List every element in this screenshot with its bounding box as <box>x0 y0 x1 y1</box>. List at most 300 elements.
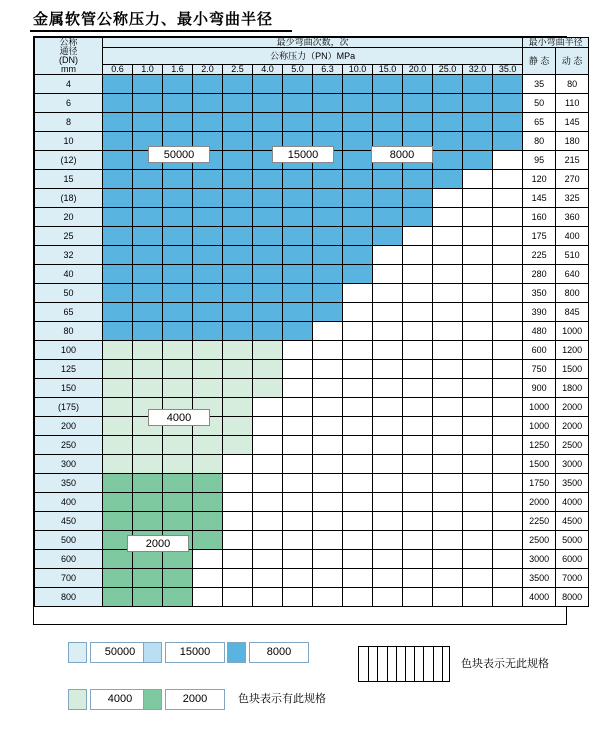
table-row <box>35 550 589 569</box>
grid-cell <box>133 550 163 569</box>
grid-cell <box>343 322 373 341</box>
grid-cell <box>403 588 433 607</box>
grid-cell <box>253 189 283 208</box>
grid-cell <box>433 227 463 246</box>
dynamic-radius-value: 510 <box>556 246 589 265</box>
legend-swatch <box>227 642 246 663</box>
grid-cell <box>133 379 163 398</box>
grid-cell <box>103 512 133 531</box>
grid-cell <box>493 341 523 360</box>
grid-cell <box>253 531 283 550</box>
grid-cell <box>193 379 223 398</box>
grid-cell <box>193 474 223 493</box>
grid-cell <box>193 208 223 227</box>
grid-cell <box>193 550 223 569</box>
grid-cell <box>103 550 133 569</box>
grid-cell <box>253 303 283 322</box>
table-row <box>35 75 589 94</box>
grid-cell <box>163 436 193 455</box>
table-row <box>35 341 589 360</box>
grid-cell <box>313 474 343 493</box>
grid-cell <box>433 436 463 455</box>
grid-cell <box>283 550 313 569</box>
grid-cell <box>493 474 523 493</box>
grid-cell <box>373 417 403 436</box>
grid-cell <box>133 474 163 493</box>
grid-cell <box>313 436 343 455</box>
dynamic-radius-value: 3000 <box>556 455 589 474</box>
grid-cell <box>223 455 253 474</box>
grid-cell <box>193 75 223 94</box>
grid-cell <box>373 588 403 607</box>
grid-cell <box>283 265 313 284</box>
grid-cell <box>343 569 373 588</box>
grid-cell <box>163 265 193 284</box>
grid-cell <box>163 455 193 474</box>
grid-cell <box>433 94 463 113</box>
grid-cell <box>313 379 343 398</box>
grid-cell <box>493 360 523 379</box>
static-radius-value: 4000 <box>523 588 556 607</box>
grid-cell <box>433 588 463 607</box>
table-row <box>35 227 589 246</box>
grid-cell <box>343 208 373 227</box>
grid-cell <box>463 246 493 265</box>
grid-cell <box>283 360 313 379</box>
grid-cell <box>193 227 223 246</box>
grid-cell <box>103 94 133 113</box>
dynamic-radius-value: 360 <box>556 208 589 227</box>
grid-cell <box>283 227 313 246</box>
legend-note-hatch: 色块表示无此规格 <box>461 658 549 670</box>
grid-cell <box>103 189 133 208</box>
table-row <box>35 569 589 588</box>
grid-cell <box>133 246 163 265</box>
grid-cell <box>223 474 253 493</box>
grid-cell <box>493 132 523 151</box>
grid-cell <box>283 455 313 474</box>
grid-cell <box>463 303 493 322</box>
grid-cell <box>493 303 523 322</box>
grid-cell <box>403 170 433 189</box>
grid-cell <box>253 512 283 531</box>
dynamic-radius-value: 1000 <box>556 322 589 341</box>
grid-cell <box>463 341 493 360</box>
static-radius-value: 350 <box>523 284 556 303</box>
grid-cell <box>313 550 343 569</box>
grid-cell <box>223 379 253 398</box>
grid-cell <box>283 588 313 607</box>
hatch-line <box>405 647 406 681</box>
grid-cell <box>163 208 193 227</box>
dn-value: 6 <box>35 94 103 113</box>
grid-cell <box>373 94 403 113</box>
grid-cell <box>313 322 343 341</box>
grid-cell <box>313 75 343 94</box>
grid-cell <box>403 398 433 417</box>
table-row <box>35 170 589 189</box>
grid-cell <box>433 512 463 531</box>
grid-cell <box>103 569 133 588</box>
grid-cell <box>493 436 523 455</box>
static-radius-value: 65 <box>523 113 556 132</box>
grid-cell <box>133 75 163 94</box>
grid-cell <box>163 75 193 94</box>
grid-cell <box>343 94 373 113</box>
grid-cell <box>343 550 373 569</box>
grid-cell <box>133 189 163 208</box>
dynamic-radius-value: 7000 <box>556 569 589 588</box>
grid-cell <box>223 94 253 113</box>
grid-cell <box>343 189 373 208</box>
grid-cell <box>103 341 133 360</box>
dynamic-radius-value: 4000 <box>556 493 589 512</box>
pressure-col-header: 15.0 <box>373 65 403 75</box>
grid-cell <box>193 246 223 265</box>
bend-count-header: 最少弯曲次数，次 <box>103 38 523 48</box>
grid-cell <box>433 341 463 360</box>
grid-cell <box>373 322 403 341</box>
dn-value: 150 <box>35 379 103 398</box>
grid-cell <box>283 322 313 341</box>
grid-cell <box>253 550 283 569</box>
grid-cell <box>133 493 163 512</box>
grid-cell <box>253 455 283 474</box>
grid-cell <box>493 550 523 569</box>
grid-cell <box>343 151 373 170</box>
page-title: 金属软管公称压力、最小弯曲半径 <box>33 10 274 28</box>
grid-cell <box>193 493 223 512</box>
grid-cell <box>313 227 343 246</box>
grid-cell <box>133 588 163 607</box>
legend-swatch <box>68 642 87 663</box>
grid-cell <box>223 132 253 151</box>
grid-cell <box>433 246 463 265</box>
grid-cell <box>313 531 343 550</box>
grid-cell <box>283 512 313 531</box>
grid-cell <box>373 341 403 360</box>
dynamic-radius-value: 1200 <box>556 341 589 360</box>
pressure-col-header: 10.0 <box>343 65 373 75</box>
grid-cell <box>253 322 283 341</box>
static-radius-value: 2500 <box>523 531 556 550</box>
static-radius-value: 175 <box>523 227 556 246</box>
header-row-3 <box>35 65 589 75</box>
grid-cell <box>403 322 433 341</box>
dn-value: 20 <box>35 208 103 227</box>
grid-cell <box>373 284 403 303</box>
grid-cell <box>373 227 403 246</box>
grid-cell <box>433 303 463 322</box>
grid-cell <box>373 531 403 550</box>
grid-cell <box>463 531 493 550</box>
grid-cell <box>403 360 433 379</box>
dn-value: 100 <box>35 341 103 360</box>
grid-cell <box>283 246 313 265</box>
grid-cell <box>403 379 433 398</box>
grid-cell <box>223 436 253 455</box>
dynamic-radius-value: 8000 <box>556 588 589 607</box>
grid-cell <box>193 303 223 322</box>
dn-value: 300 <box>35 455 103 474</box>
grid-cell <box>343 113 373 132</box>
table-row <box>35 246 589 265</box>
grid-cell <box>313 588 343 607</box>
grid-cell <box>373 493 403 512</box>
grid-cell <box>343 417 373 436</box>
grid-cell <box>433 493 463 512</box>
grid-cell <box>133 569 163 588</box>
dynamic-radius-value: 215 <box>556 151 589 170</box>
grid-cell <box>103 322 133 341</box>
grid-cell <box>103 208 133 227</box>
grid-cell <box>313 246 343 265</box>
table-row <box>35 284 589 303</box>
grid-cell <box>373 170 403 189</box>
grid-cell <box>163 227 193 246</box>
grid-cell <box>193 436 223 455</box>
grid-cell <box>253 94 283 113</box>
static-radius-value: 390 <box>523 303 556 322</box>
dynamic-radius-value: 2000 <box>556 398 589 417</box>
grid-cell <box>493 455 523 474</box>
grid-cell <box>463 75 493 94</box>
grid-cell <box>193 512 223 531</box>
grid-cell <box>493 75 523 94</box>
dynamic-radius-value: 3500 <box>556 474 589 493</box>
grid-cell <box>463 265 493 284</box>
grid-cell <box>373 246 403 265</box>
legend-box-2000: 2000 <box>165 689 225 710</box>
grid-cell <box>313 512 343 531</box>
static-radius-value: 1750 <box>523 474 556 493</box>
dynamic-header: 动 态 <box>556 48 589 75</box>
grid-cell <box>223 360 253 379</box>
grid-cell <box>223 569 253 588</box>
dynamic-radius-value: 180 <box>556 132 589 151</box>
dn-value: 400 <box>35 493 103 512</box>
grid-cell <box>433 170 463 189</box>
dn-value: 15 <box>35 170 103 189</box>
grid-cell <box>193 569 223 588</box>
table-row <box>35 94 589 113</box>
dynamic-radius-value: 4500 <box>556 512 589 531</box>
grid-cell <box>493 227 523 246</box>
grid-cell <box>493 322 523 341</box>
grid-cell <box>223 550 253 569</box>
pressure-col-header: 0.6 <box>103 65 133 75</box>
grid-cell <box>223 75 253 94</box>
grid-cell <box>103 436 133 455</box>
pressure-col-header: 4.0 <box>253 65 283 75</box>
grid-cell <box>463 113 493 132</box>
dn-value: 700 <box>35 569 103 588</box>
grid-cell <box>463 151 493 170</box>
table-row <box>35 398 589 417</box>
grid-cell <box>253 113 283 132</box>
grid-cell <box>133 170 163 189</box>
grid-cell <box>313 569 343 588</box>
grid-cell <box>133 265 163 284</box>
grid-cell <box>343 75 373 94</box>
grid-cell <box>403 208 433 227</box>
table-row <box>35 493 589 512</box>
grid-cell <box>193 341 223 360</box>
grid-cell <box>373 474 403 493</box>
grid-cell <box>493 417 523 436</box>
grid-cell <box>163 170 193 189</box>
grid-cell <box>493 113 523 132</box>
grid-cell <box>463 227 493 246</box>
legend-swatch <box>68 689 87 710</box>
grid-cell <box>253 227 283 246</box>
grid-cell <box>373 550 403 569</box>
grid-cell <box>193 94 223 113</box>
grid-cell <box>283 436 313 455</box>
static-radius-value: 1000 <box>523 398 556 417</box>
overlay-label: 2000 <box>127 535 189 552</box>
grid-cell <box>223 417 253 436</box>
grid-cell <box>493 265 523 284</box>
grid-cell <box>283 303 313 322</box>
grid-cell <box>193 284 223 303</box>
grid-cell <box>373 208 403 227</box>
grid-cell <box>493 379 523 398</box>
grid-cell <box>223 493 253 512</box>
grid-cell <box>163 322 193 341</box>
pressure-col-header: 25.0 <box>433 65 463 75</box>
grid-cell <box>403 341 433 360</box>
grid-cell <box>463 550 493 569</box>
hatch-line <box>396 647 397 681</box>
dn-value: 450 <box>35 512 103 531</box>
pressure-col-header: 1.6 <box>163 65 193 75</box>
header-row-1 <box>35 38 589 48</box>
grid-cell <box>403 455 433 474</box>
static-radius-value: 2000 <box>523 493 556 512</box>
grid-cell <box>103 132 133 151</box>
dynamic-radius-value: 5000 <box>556 531 589 550</box>
grid-cell <box>463 284 493 303</box>
grid-cell <box>313 417 343 436</box>
hatch-line <box>433 647 434 681</box>
grid-cell <box>463 436 493 455</box>
static-radius-value: 3500 <box>523 569 556 588</box>
grid-cell <box>433 265 463 284</box>
static-radius-value: 900 <box>523 379 556 398</box>
min-radius-header: 最小弯曲半径 <box>523 38 589 48</box>
grid-cell <box>343 436 373 455</box>
dn-value: 32 <box>35 246 103 265</box>
grid-cell <box>463 132 493 151</box>
grid-cell <box>223 189 253 208</box>
grid-cell <box>163 94 193 113</box>
grid-cell <box>463 417 493 436</box>
grid-cell <box>283 417 313 436</box>
grid-cell <box>403 493 433 512</box>
grid-cell <box>133 227 163 246</box>
table-row <box>35 360 589 379</box>
grid-cell <box>133 303 163 322</box>
legend-box-15000: 15000 <box>165 642 225 663</box>
grid-cell <box>103 474 133 493</box>
grid-cell <box>343 531 373 550</box>
grid-cell <box>463 208 493 227</box>
grid-cell <box>283 189 313 208</box>
dn-value: 250 <box>35 436 103 455</box>
static-radius-value: 95 <box>523 151 556 170</box>
grid-cell <box>433 284 463 303</box>
grid-cell <box>463 474 493 493</box>
grid-cell <box>103 113 133 132</box>
grid-cell <box>133 455 163 474</box>
grid-cell <box>253 588 283 607</box>
dn-value: 4 <box>35 75 103 94</box>
table-row <box>35 474 589 493</box>
grid-cell <box>283 569 313 588</box>
grid-cell <box>283 94 313 113</box>
title-underline <box>30 30 292 32</box>
table-row <box>35 531 589 550</box>
grid-cell <box>343 341 373 360</box>
grid-cell <box>343 398 373 417</box>
grid-cell <box>283 284 313 303</box>
dynamic-radius-value: 845 <box>556 303 589 322</box>
grid-cell <box>133 113 163 132</box>
table-row <box>35 208 589 227</box>
grid-cell <box>313 170 343 189</box>
grid-cell <box>373 75 403 94</box>
dynamic-radius-value: 6000 <box>556 550 589 569</box>
static-radius-value: 2250 <box>523 512 556 531</box>
grid-cell <box>253 341 283 360</box>
grid-cell <box>403 113 433 132</box>
grid-cell <box>253 436 283 455</box>
pressure-col-header: 6.3 <box>313 65 343 75</box>
grid-cell <box>373 398 403 417</box>
static-radius-value: 1000 <box>523 417 556 436</box>
grid-cell <box>103 455 133 474</box>
grid-cell <box>313 493 343 512</box>
grid-cell <box>373 569 403 588</box>
hatch-line <box>368 647 369 681</box>
dn-value: 25 <box>35 227 103 246</box>
legend-box-50000: 50000 <box>90 642 150 663</box>
grid-cell <box>163 246 193 265</box>
pressure-col-header: 20.0 <box>403 65 433 75</box>
grid-cell <box>223 246 253 265</box>
dynamic-radius-value: 2000 <box>556 417 589 436</box>
grid-cell <box>253 208 283 227</box>
grid-cell <box>193 113 223 132</box>
pressure-col-header: 2.0 <box>193 65 223 75</box>
grid-cell <box>403 284 433 303</box>
grid-cell <box>223 284 253 303</box>
grid-cell <box>163 360 193 379</box>
grid-cell <box>223 531 253 550</box>
grid-cell <box>193 531 223 550</box>
grid-cell <box>283 113 313 132</box>
table-head <box>35 38 589 75</box>
dynamic-radius-value: 270 <box>556 170 589 189</box>
grid-cell <box>103 75 133 94</box>
grid-cell <box>223 322 253 341</box>
static-radius-value: 120 <box>523 170 556 189</box>
grid-cell <box>193 170 223 189</box>
grid-cell <box>253 284 283 303</box>
grid-cell <box>493 189 523 208</box>
overlay-label: 15000 <box>272 146 334 163</box>
